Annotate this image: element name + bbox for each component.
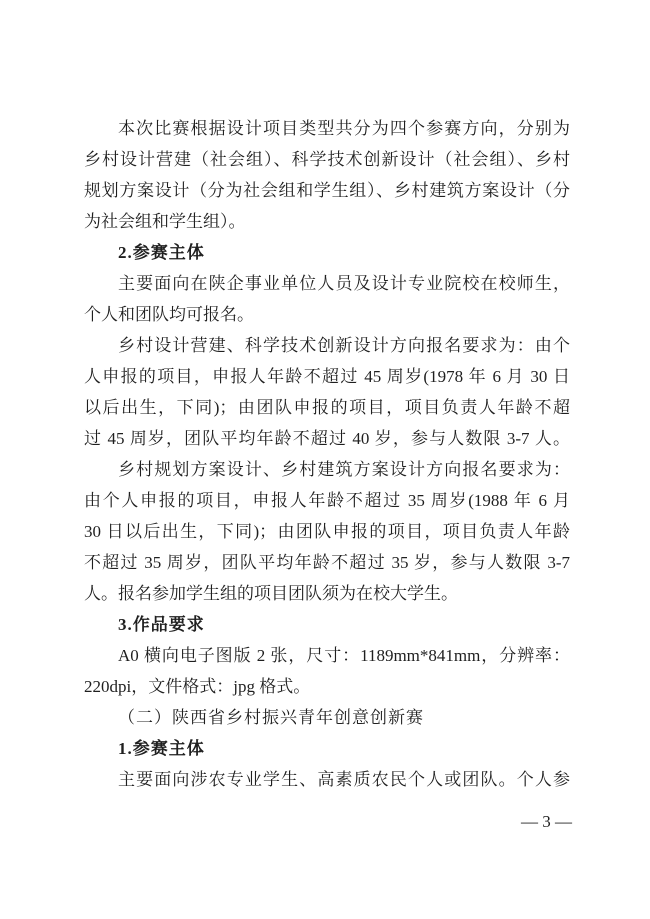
text-line: 为社会组和学生组）。 xyxy=(84,212,246,231)
text-line: 人。报名参加学生组的项目团队须为在校大学生。 xyxy=(84,584,458,603)
text-line: 过 45 周岁，团队平均年龄不超过 40 岁，参与人数限 3-7 人。 xyxy=(84,429,570,448)
text-line: 主要面向涉农专业学生、高素质农民个人或团队。个人参 xyxy=(118,770,570,789)
paragraph-eligibility xyxy=(84,268,570,330)
heading-text: 1.参赛主体 xyxy=(118,739,205,758)
heading-3-work-requirements xyxy=(84,609,570,640)
text-line: 乡村设计营建（社会组）、科学技术创新设计（社会组）、乡村 xyxy=(84,150,570,169)
page-number: — 3 — xyxy=(521,812,572,831)
text-line: 不超过 35 周岁，团队平均年龄不超过 35 岁，参与人数限 3-7 xyxy=(84,553,570,572)
intro-paragraph xyxy=(84,113,570,237)
subheading-part-two-competition xyxy=(84,702,570,733)
text-line: 220dpi，文件格式：jpg 格式。 xyxy=(84,677,311,696)
text-line: 规划方案设计（分为社会组和学生组）、乡村建筑方案设计（分 xyxy=(84,181,570,200)
text-line: 30 日以后出生，下同)；由团队申报的项目，项目负责人年龄 xyxy=(84,522,570,541)
text-line: 人申报的项目，申报人年龄不超过 45 周岁(1978 年 6 月 30 日 xyxy=(84,367,570,386)
document-body xyxy=(84,113,570,795)
text-line: 本次比赛根据设计项目类型共分为四个参赛方向，分别为 xyxy=(118,119,570,138)
heading-text: 3.作品要求 xyxy=(118,615,205,634)
paragraph-target-participants xyxy=(84,764,570,795)
text-line: 以后出生，下同)；由团队申报的项目，项目负责人年龄不超 xyxy=(84,398,570,417)
heading-text: 2.参赛主体 xyxy=(118,243,205,262)
text-line: A0 横向电子图版 2 张，尺寸：1189mm*841mm，分辨率： xyxy=(118,646,570,665)
heading-1-participants xyxy=(84,733,570,764)
heading-2-participants xyxy=(84,237,570,268)
text-line: 主要面向在陕企事业单位人员及设计专业院校在校师生， xyxy=(118,274,570,293)
text-line: 乡村设计营建、科学技术创新设计方向报名要求为：由个 xyxy=(118,336,570,355)
paragraph-planning-direction-requirements xyxy=(84,454,570,609)
text-line: 乡村规划方案设计、乡村建筑方案设计方向报名要求为： xyxy=(118,460,570,479)
text-line: 由个人申报的项目，申报人年龄不超过 35 周岁(1988 年 6 月 xyxy=(84,491,570,510)
text-line: 个人和团队均可报名。 xyxy=(84,305,254,324)
paragraph-work-specs xyxy=(84,640,570,702)
paragraph-design-direction-requirements xyxy=(84,330,570,454)
subheading-text: （二）陕西省乡村振兴青年创意创新赛 xyxy=(118,708,424,727)
